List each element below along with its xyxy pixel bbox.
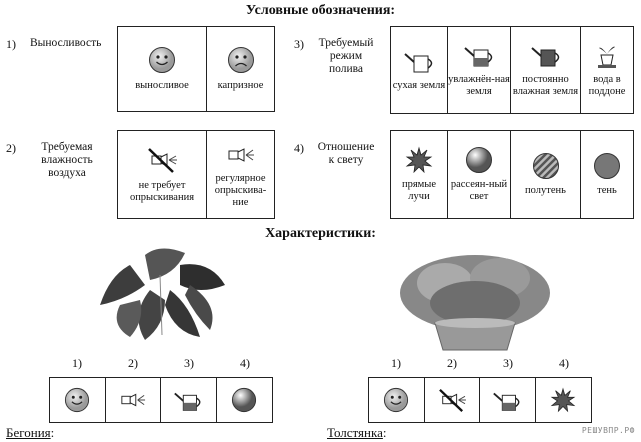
legend-cell-no-spray xyxy=(118,131,207,218)
group-2-label: Требуемая влажность воздуха xyxy=(41,141,93,179)
legend-text: рассеян-ный свет xyxy=(450,179,508,202)
legend-cell-moist xyxy=(448,27,511,113)
legend-cell-diffused xyxy=(448,131,511,218)
legend-text: полутень xyxy=(525,185,566,196)
begonia-name: Бегония xyxy=(6,425,51,440)
crassula-number: 3) xyxy=(503,356,513,370)
sun-burst-icon xyxy=(550,387,576,413)
crassula-number: 4) xyxy=(559,356,569,370)
begonia-label xyxy=(6,424,54,442)
begonia-number: 2) xyxy=(128,356,138,370)
sprayer-icon xyxy=(224,141,258,169)
begonia-cell xyxy=(106,378,162,422)
dark-ball-icon xyxy=(593,152,621,180)
pot-tray-icon xyxy=(595,42,619,70)
group-1-label: Выносливость xyxy=(30,37,102,49)
smiley-sad-icon xyxy=(227,46,255,74)
legend-cell-capricious xyxy=(207,27,274,111)
group-4-box xyxy=(390,130,634,219)
watering-can-moist-icon xyxy=(491,387,523,413)
legend-text: сухая земля xyxy=(392,80,446,91)
legend-text: тень xyxy=(597,185,617,196)
legend-cell-dry xyxy=(391,27,448,113)
striped-ball-icon xyxy=(532,152,560,180)
legend-cell-direct xyxy=(391,131,448,218)
crassula-number: 2) xyxy=(447,356,457,370)
crassula-icon-row xyxy=(368,377,592,423)
group-2-box xyxy=(117,130,275,219)
begonia-colon: : xyxy=(50,425,55,440)
legend-text: регулярное опрыскива-ние xyxy=(214,172,267,208)
crassula-name: Толстянка xyxy=(327,425,383,440)
group-1-box xyxy=(117,26,275,112)
legend-text: выносливое xyxy=(135,80,189,91)
characteristics-title: Характеристики: xyxy=(265,226,376,241)
begonia-number: 4) xyxy=(240,356,250,370)
watering-can-wet-icon xyxy=(529,42,563,68)
begonia-cell xyxy=(217,378,273,422)
crassula-numbers xyxy=(368,356,592,374)
watermark: РЕШУВПР.РФ xyxy=(581,426,635,435)
legend-text: постоянно влажная земля xyxy=(512,74,579,97)
begonia-cell xyxy=(50,378,106,422)
crassula-cell xyxy=(369,378,425,422)
group-3-box xyxy=(390,26,634,114)
crassula-cell xyxy=(425,378,481,422)
crassula-image xyxy=(395,248,555,353)
sprayer-icon xyxy=(117,387,149,413)
sphere-light-icon xyxy=(465,146,493,174)
begonia-icon-row xyxy=(49,377,273,423)
watering-can-moist-icon xyxy=(462,42,496,68)
sprayer-crossed-icon xyxy=(436,387,468,413)
group-3-label: Требуемый режим полива xyxy=(318,37,374,75)
legend-text: прямые лучи xyxy=(401,179,437,202)
sun-burst-icon xyxy=(405,146,433,174)
group-4-label: Отношение к свету xyxy=(317,141,375,166)
smiley-happy-icon xyxy=(148,46,176,74)
crassula-cell xyxy=(536,378,592,422)
legend-text: увлажнён-ная земля xyxy=(448,74,510,97)
crassula-colon: : xyxy=(382,425,387,440)
crassula-label xyxy=(327,424,387,442)
sprayer-crossed-icon xyxy=(145,146,179,174)
begonia-image xyxy=(90,245,240,345)
legend-cell-spray xyxy=(207,131,274,218)
watering-can-moist-icon xyxy=(172,387,204,413)
legend-title: Условные обозначения: xyxy=(245,3,396,18)
group-1-number: 1) xyxy=(6,37,16,51)
begonia-number: 3) xyxy=(184,356,194,370)
crassula-number: 1) xyxy=(391,356,401,370)
group-4-number: 4) xyxy=(294,141,304,155)
watering-can-dry-icon xyxy=(402,48,436,74)
legend-cell-shade xyxy=(581,131,633,218)
sphere-light-icon xyxy=(231,387,257,413)
legend-cell-wet xyxy=(511,27,581,113)
begonia-number: 1) xyxy=(72,356,82,370)
legend-cell-hardy xyxy=(118,27,207,111)
legend-cell-partial-shade xyxy=(511,131,581,218)
legend-text: капризное xyxy=(217,80,264,91)
legend-text: вода в поддоне xyxy=(588,74,626,97)
group-3-number: 3) xyxy=(294,37,304,51)
begonia-cell xyxy=(161,378,217,422)
legend-cell-tray xyxy=(581,27,633,113)
begonia-numbers xyxy=(49,356,273,374)
group-2-number: 2) xyxy=(6,141,16,155)
smiley-happy-icon xyxy=(64,387,90,413)
crassula-cell xyxy=(480,378,536,422)
smiley-happy-icon xyxy=(383,387,409,413)
legend-text: не требует опрыскивания xyxy=(129,179,195,203)
